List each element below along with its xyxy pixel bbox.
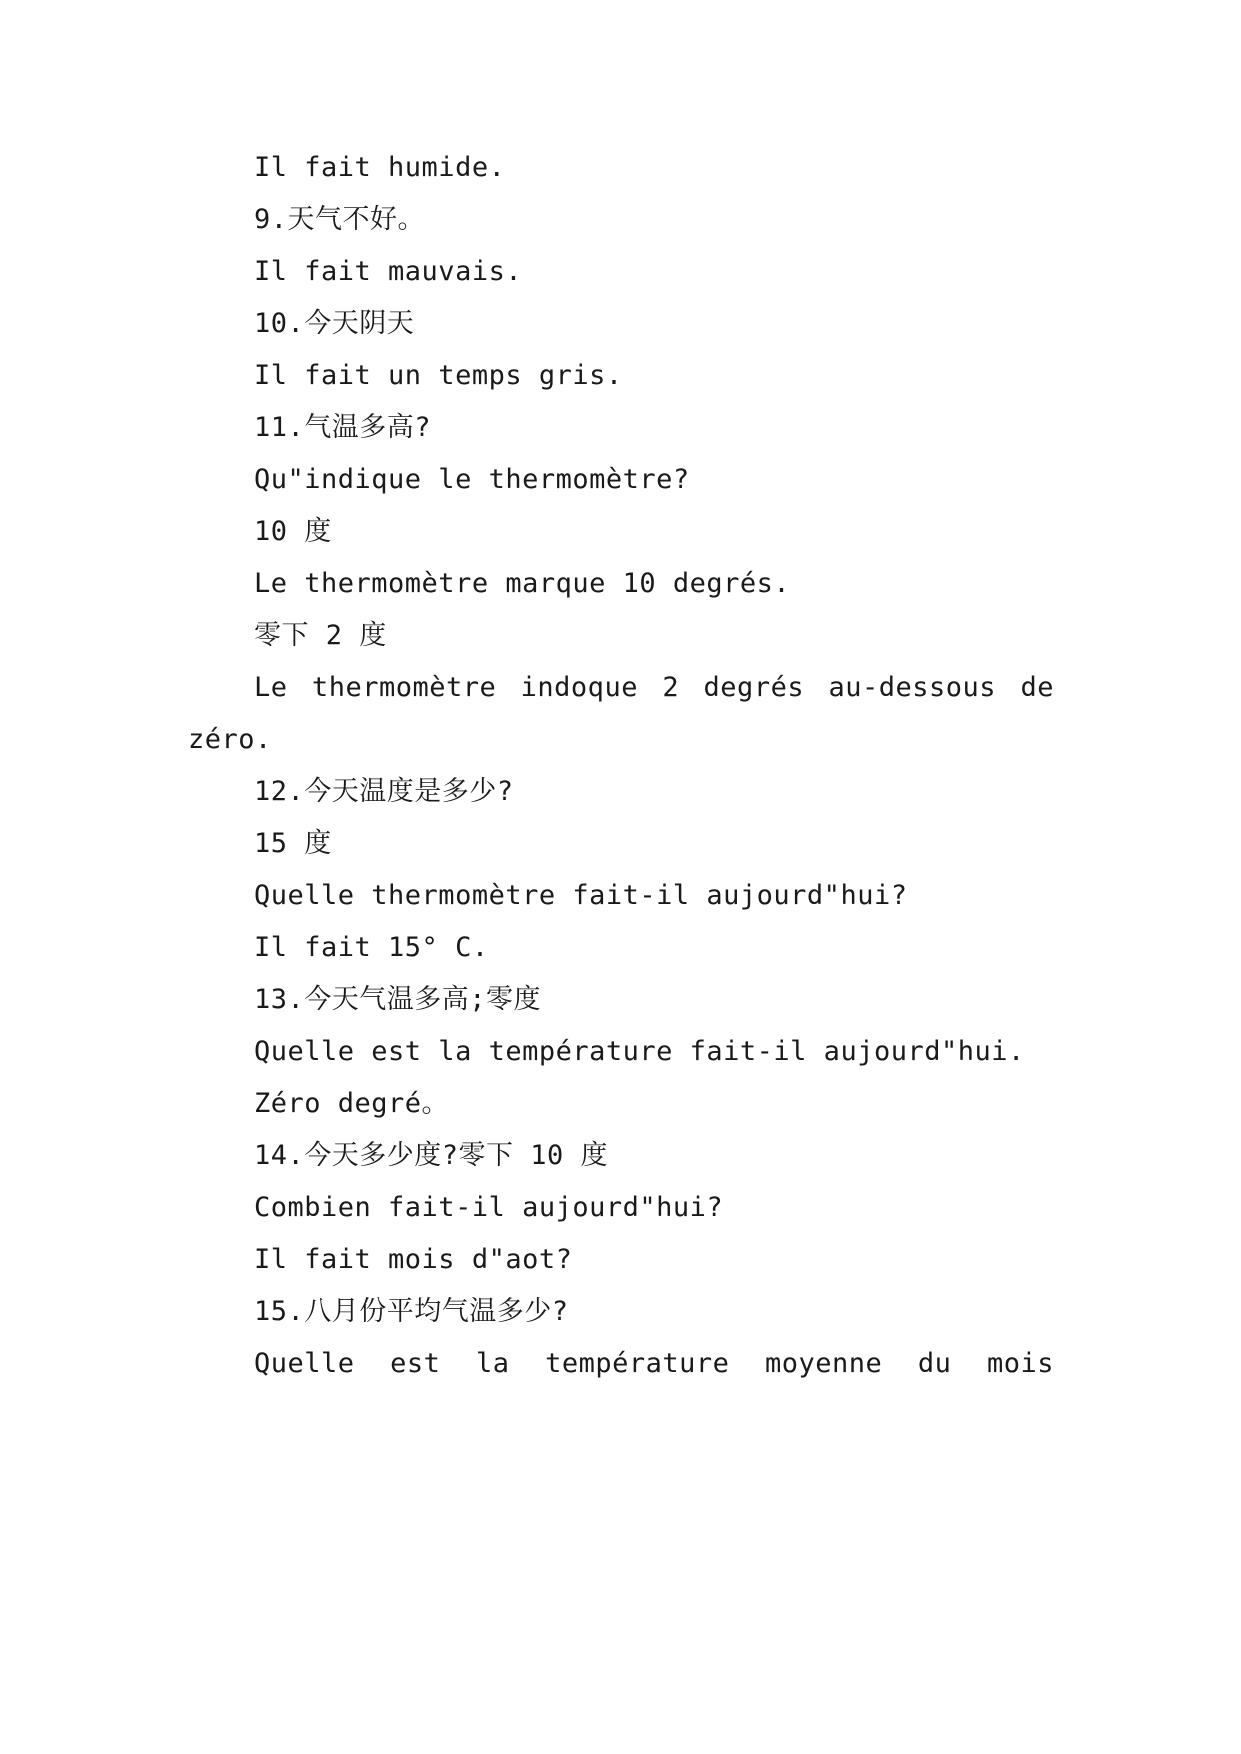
text-line: 12.今天温度是多少?: [254, 776, 514, 807]
text-line: Il fait 15° C.: [254, 932, 489, 963]
text-line: Il fait mauvais.: [254, 256, 523, 287]
text-line: 10.今天阴天: [254, 308, 415, 339]
text-line: Il fait humide.: [254, 152, 506, 183]
text-line: Il fait mois d"aot?: [254, 1244, 573, 1275]
text-line: Le thermomètre marque 10 degrés.: [254, 568, 791, 599]
text-line: Quelle thermomètre fait-il aujourd"hui?: [254, 880, 908, 911]
text-line: Quelle est la température fait-il aujourd"hui.: [254, 1036, 1025, 1067]
text-line: 14.今天多少度?零下 10 度: [254, 1140, 609, 1171]
text-line: Quelle est la température moyenne du mois: [254, 1348, 1054, 1379]
text-line: Le thermomètre indoque 2 degrés au-dessous de: [254, 672, 1054, 703]
text-line: 13.今天气温多高;零度: [254, 984, 542, 1015]
text-line: 10 度: [254, 516, 332, 547]
text-line: 15.八月份平均气温多少?: [254, 1296, 569, 1327]
text-line: Il fait un temps gris.: [254, 360, 623, 391]
text-line: Qu"indique le thermomètre?: [254, 464, 690, 495]
text-line: Combien fait-il aujourd"hui?: [254, 1192, 724, 1223]
text-line: zéro.: [188, 724, 272, 755]
text-line: Zéro degré。: [254, 1088, 450, 1119]
text-line: 9.天气不好。: [254, 204, 426, 235]
text-line: 零下 2 度: [254, 620, 387, 651]
text-line: 15 度: [254, 828, 332, 859]
text-line: 11.气温多高?: [254, 412, 432, 443]
